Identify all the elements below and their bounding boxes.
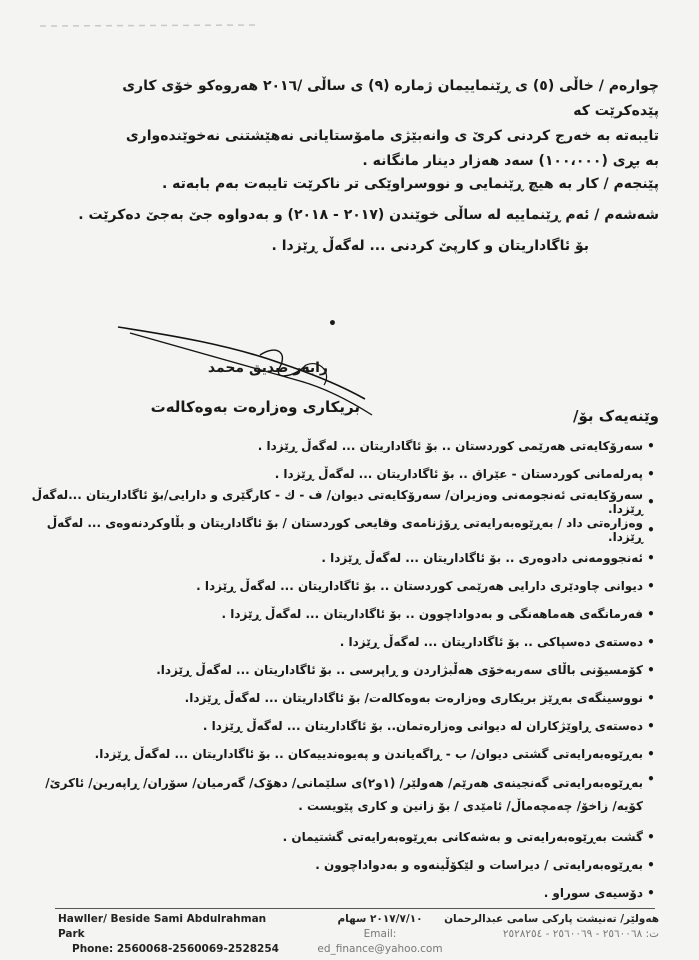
footer-email: Email: ed_finance@yahoo.com — [317, 928, 443, 955]
bullet-icon: • — [647, 551, 655, 565]
signatory-title: بریکاری وەزارەت بەوەکالەت — [150, 398, 360, 416]
cc-item: • سەرۆکایەتی هەرێمی کوردستان .. بۆ ئاگاداریتان ... لەگەڵ ڕێزدا . — [29, 432, 659, 460]
paragraph-label: شەشەم / — [594, 207, 659, 223]
paragraph-fifth — [59, 172, 659, 197]
paragraph-label: پێنجەم / — [603, 176, 659, 192]
cc-item: • پەرلەمانی کوردستان - عێراق .. بۆ ئاگاداریتان ... لەگەڵ ڕێزدا . — [29, 460, 659, 488]
closing-text: بۆ ئاگاداریتان و کارپێ کردنی ... لەگەڵ ڕێزدا . — [271, 238, 589, 254]
bullet-icon: • — [647, 691, 655, 705]
footer-kurdish — [439, 912, 659, 942]
bullet-icon: • — [647, 886, 655, 900]
bullet-icon: • — [647, 747, 655, 761]
bullet-icon: • — [647, 579, 655, 593]
paragraph-text: کار بە هیچ ڕێنمایی و نووسراوێکی تر ناکرێت تایبەت بەم بابەتە . — [161, 176, 599, 192]
bullet-icon: • — [647, 772, 655, 786]
cc-item: • نووسینگەی بەڕێز بریکاری وەزارەت بەوەکالەت/ بۆ ئاگاداریتان ... لەگەڵ ڕێزدا. — [29, 684, 659, 712]
bullet-icon: • — [647, 635, 655, 649]
paragraph-line: خاڵی (٥) ی ڕێنماییمان ژمارە (٩) ی ساڵی /٢٠١٦ هەروەکو خۆی کاری پێدەکرێت کە — [122, 78, 659, 119]
cc-item: • دۆسیەی سوراو . — [29, 879, 659, 907]
dot-mark: • — [328, 316, 337, 332]
cc-item: • گشت بەڕێوەبەرایەتی و بەشەکانی بەڕێوەبەرایەتی گشتیمان . — [29, 823, 659, 851]
paragraph-line: بە بڕی (١٠٠،٠٠٠) سەد هەزار دینار مانگانە . — [362, 153, 659, 169]
cc-item: • دەستەی ڕاوێژکاران لە دیوانی وەزارەتمان.. بۆ ئاگاداریتان ... لەگەڵ ڕێزدا . — [29, 712, 659, 740]
bullet-icon: • — [647, 858, 655, 872]
scan-artifact — [40, 22, 260, 30]
cc-item: • ئەنجوومەنی دادوەری .. بۆ ئاگاداریتان ... لەگەڵ ڕێزدا . — [29, 544, 659, 572]
footer-date: ٢٠١٧/٧/١٠ سهام — [337, 913, 423, 925]
paragraph-sixth — [59, 203, 659, 228]
bullet-icon: • — [647, 607, 655, 621]
cc-item: • بەڕێوەبەرایەتی گشتی دیوان/ ب - ڕاگەیاندن و پەیوەندییەکان .. بۆ ئاگاداریتان ... لەگەڵ ڕێزدا. — [29, 740, 659, 768]
bullet-icon: • — [647, 719, 655, 733]
cc-list — [29, 432, 659, 907]
cc-item: • وەزارەتی داد / بەڕێوەبەرایەتی ڕۆژنامەی وقایعی کوردستان / بۆ ئاگاداریتان و بڵاوکردنەوەی ... لەگەڵ ڕێزدا. — [29, 516, 659, 544]
cc-heading: وێنەیەک بۆ/ — [572, 407, 659, 425]
bullet-icon: • — [647, 495, 655, 509]
footer-address-en: Hawller/ Beside Sami Abdulrahman Park — [58, 913, 267, 940]
signatory-name: رابەر صدیق محمد — [207, 360, 328, 376]
bullet-icon: • — [647, 523, 655, 537]
cc-item: • کۆمسیۆنی باڵای سەربەخۆی هەڵبژاردن و ڕاپرسی .. بۆ ئاگاداریتان ... لەگەڵ ڕێزدا. — [29, 656, 659, 684]
footer-phone-en: Phone: 2560068-2560069-2528254 — [72, 943, 279, 955]
footer-address-ku: هەولێر/ تەنیشت پارکی سامی عبدالرحمان — [444, 913, 659, 925]
paragraph-fourth — [59, 74, 659, 174]
footer-divider — [55, 908, 655, 909]
closing-line — [89, 234, 589, 259]
bullet-icon: • — [647, 663, 655, 677]
cc-item: • بەڕێوەبەرایەتی / دیراسات و لێکۆڵینەوە و بەدواداچوون . — [29, 851, 659, 879]
cc-item: • فەرمانگەی هەماهەنگی و بەدواداچوون .. بۆ ئاگاداریتان ... لەگەڵ ڕێزدا . — [29, 600, 659, 628]
cc-item: • سەرۆکایەتی ئەنجومەنی وەزیران/ سەرۆکایەتی دیوان/ ف - ك - کارگێری و دارایی/بۆ ئاگاداریتان ...لەگەڵ ڕێزدا. — [29, 488, 659, 516]
bullet-icon: • — [647, 830, 655, 844]
cc-item: • دەستەی دەسپاکی .. بۆ ئاگاداریتان ... لەگەڵ ڕێزدا . — [29, 628, 659, 656]
footer-center — [305, 912, 455, 957]
cc-item: • بەڕێوەبەرایەتی گەنجینەی هەرێم/ هەولێر/ (١و٢)ی سلێمانی/ دهۆک/ گەرمیان/ سۆران/ ڕاپەرین/ ئاکرێ/ کۆیە/ زاخۆ/ چەمچەماڵ/ ئامێدی / بۆ زانین و کاری پێویست . — [29, 768, 659, 823]
paragraph-text: ئەم ڕێنماییە لە ساڵی خوێندن (٢٠١٧ - ٢٠١٨) و بەدواوە جێ بەجێ دەکرێت . — [78, 207, 590, 223]
footer-phone-ku: ت: ٢٥٦٠٠٦٨ - ٢٥٦٠٠٦٩ - ٢٥٢٨٢٥٤ — [502, 928, 659, 940]
paragraph-label: چوارەم / — [598, 78, 659, 94]
bullet-icon: • — [647, 439, 655, 453]
bullet-icon: • — [647, 467, 655, 481]
paragraph-line: تایبەتە بە خەرج کردنی کرێ ی وانەبێژی مامۆستایانی نەهێشتنی نەخوێندەواری — [125, 128, 659, 144]
cc-item: • دیوانی چاودێری دارایی هەرێمی کوردستان .. بۆ ئاگاداریتان ... لەگەڵ ڕێزدا . — [29, 572, 659, 600]
footer-english — [58, 912, 288, 957]
